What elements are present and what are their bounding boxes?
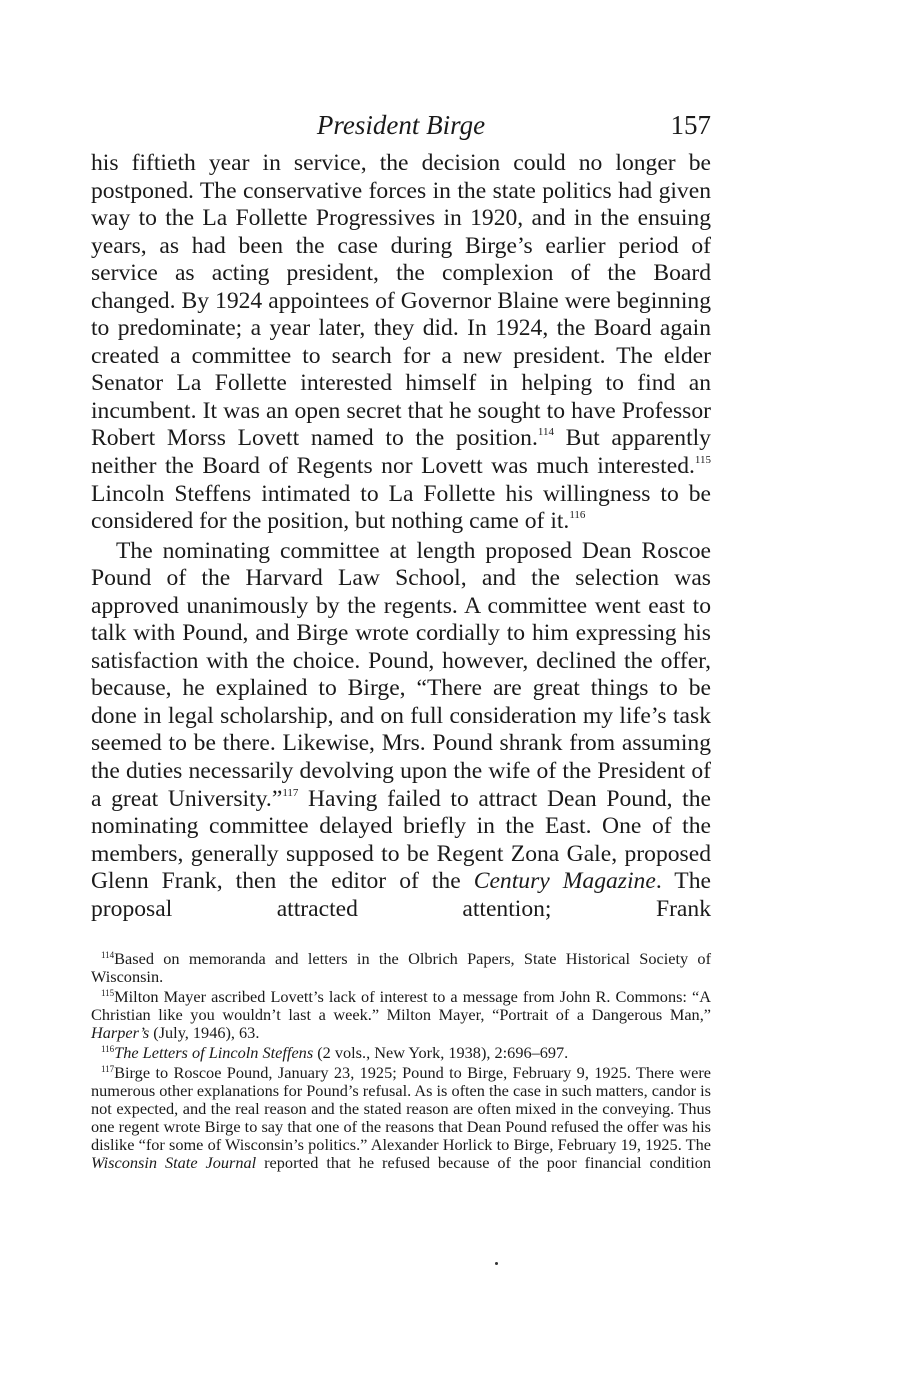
- footnote-text-b: reported that he refused because of the poor financial condition: [256, 1153, 712, 1172]
- footnote-italic: The Letters of Lincoln Steffens: [114, 1043, 314, 1062]
- paragraph-1-text-c: Lincoln Steffens intimated to La Follette his willingness to be considered for the position, but nothing came of it.: [91, 480, 711, 535]
- footnote-number: 115: [101, 988, 115, 998]
- footnote-number: 117: [101, 1064, 115, 1074]
- footnote-italic: Harper’s: [91, 1023, 150, 1042]
- magazine-title: Century Magazine: [473, 868, 656, 895]
- paragraph-1: [91, 150, 711, 536]
- footnote-text: Based on memoranda and letters in the Olbrich Papers, State Historical Society of Wisconsin.: [91, 949, 711, 986]
- running-head: [91, 105, 711, 145]
- paragraph-2-text: The nominating committee at length proposed Dean Roscoe Pound of the Harvard Law School, and the selection was approved unanimously by the regents. A committee went east to talk with Pound, and Birge wrote cordially to him expressing his satisfaction with the choice. Pound, however, declined the offer, because, he explained to Birge, “There are great things to be done in legal scholarship, and on full consideration my life’s task seemed to be there. Likewise, Mrs. Pound shrank from assuming the duties necessarily devolving upon the wife of the President of a great University.”: [91, 537, 711, 812]
- footnote-ref-115: 115: [694, 454, 711, 467]
- footnote-ref-117: 117: [282, 786, 299, 799]
- ink-speck: [495, 1262, 498, 1265]
- footnote-text: Birge to Roscoe Pound, January 23, 1925; Pound to Birge, February 9, 1925. There were numerous other explanations for Pound’s refusal. As is often the case in such matters, candor is not expected, and the real reason and the stated reason are often mixed in the conveying. Thus one regent wrote Birge to say that one of the reasons that Dean Pound refused the offer was his dislike “for some of Wisconsin’s politics.” Alexander Horlick to Birge, February 19, 1925. The: [91, 1063, 711, 1154]
- footnote-text: Milton Mayer ascribed Lovett’s lack of interest to a message from John R. Commons: “A Christian like you wouldn’t last a week.” Milton Mayer, “Portrait of a Dangerous Man,”: [91, 987, 711, 1024]
- body-text: [91, 150, 711, 923]
- running-title: President Birge: [316, 110, 486, 140]
- footnote-ref-116: 116: [569, 509, 586, 522]
- footnote-117: [91, 1064, 711, 1172]
- paragraph-1-text-b: But apparently neither the Board of Regents nor Lovett was much interested.: [91, 425, 711, 480]
- footnote-text-b: (July, 1946), 63.: [149, 1023, 260, 1042]
- footnote-text: (2 vols., New York, 1938), 2:696–697.: [313, 1043, 569, 1062]
- footnote-114: [91, 950, 711, 986]
- footnote-115: [91, 988, 711, 1042]
- paragraph-2-text-b: Having failed to attract Dean Pound, the nominating committee delayed briefly in the East. One of the members, generally supposed to be Regent Zona Gale, proposed Glenn Frank, then the editor of the: [91, 785, 711, 895]
- footnotes: [91, 950, 711, 1172]
- page-number: 157: [670, 110, 711, 140]
- footnote-number: 114: [101, 950, 115, 960]
- footnote-116: [91, 1044, 711, 1062]
- paragraph-1-text: his fiftieth year in service, the decision could no longer be postponed. The conservative forces in the state politics had given way to the La Follette Progressives in 1920, and in the ensuing years, as had been the case during Birge’s earlier period of service as acting president, the complexion of the Board changed. By 1924 appointees of Governor Blaine were beginning to predominate; a year later, they did. In 1924, the Board again created a committee to search for a new president. The elder Senator La Follette interested himself in helping to find an incumbent. It was an open secret that he sought to have Professor Robert Morss Lovett named to the position.: [91, 150, 711, 452]
- paragraph-2-text-c: . The proposal attracted attention; Frank: [91, 868, 711, 922]
- footnote-ref-114: 114: [537, 426, 554, 439]
- footnote-number: 116: [101, 1044, 115, 1054]
- paragraph-2: [91, 538, 711, 924]
- footnote-italic: Wisconsin State Journal: [91, 1153, 257, 1172]
